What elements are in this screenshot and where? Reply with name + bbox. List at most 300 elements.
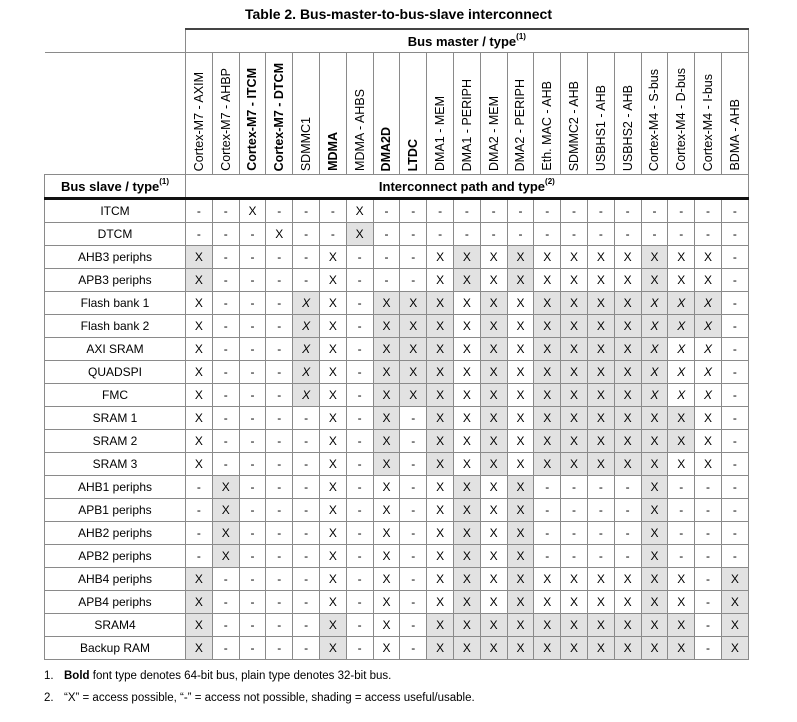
table-cell: X	[614, 430, 641, 453]
table-cell: -	[346, 384, 373, 407]
table-cell: X	[587, 637, 614, 660]
master-header-18: Cortex-M4 - D-bus	[668, 53, 695, 175]
table-cell: X	[186, 292, 213, 315]
table-cell: -	[266, 637, 293, 660]
table-cell: X	[186, 315, 213, 338]
table-cell: X	[373, 338, 400, 361]
table-cell: X	[507, 453, 534, 476]
table-cell: -	[400, 223, 427, 246]
table-cell: X	[186, 453, 213, 476]
table-cell: X	[480, 292, 507, 315]
table-cell: X	[561, 637, 588, 660]
table-cell: X	[695, 407, 722, 430]
table-cell: -	[587, 522, 614, 545]
table-cell: -	[212, 637, 239, 660]
table-cell: X	[507, 545, 534, 568]
table-cell: -	[266, 614, 293, 637]
table-cell: X	[373, 499, 400, 522]
table-cell: -	[266, 292, 293, 315]
table-cell: X	[587, 361, 614, 384]
table-cell: -	[721, 499, 748, 522]
table-cell: X	[641, 269, 668, 292]
table-cell: -	[212, 453, 239, 476]
table-cell: -	[721, 315, 748, 338]
table-cell: X	[668, 361, 695, 384]
table-cell: -	[721, 338, 748, 361]
table-cell: X	[346, 223, 373, 246]
table-cell: -	[186, 223, 213, 246]
table-cell: X	[668, 338, 695, 361]
table-cell: -	[721, 476, 748, 499]
table-cell: X	[507, 568, 534, 591]
table-cell: -	[239, 246, 266, 269]
table-cell: -	[721, 361, 748, 384]
table-cell: X	[293, 338, 320, 361]
table-cell: X	[319, 499, 346, 522]
table-cell: -	[721, 545, 748, 568]
table-cell: X	[587, 407, 614, 430]
table-cell: X	[507, 338, 534, 361]
table-cell: X	[668, 269, 695, 292]
table-cell: X	[641, 476, 668, 499]
table-cell: -	[721, 430, 748, 453]
table-cell: X	[614, 453, 641, 476]
table-cell: -	[534, 199, 561, 223]
table-cell: X	[587, 430, 614, 453]
table-cell: -	[534, 545, 561, 568]
table-cell: X	[695, 292, 722, 315]
table-cell: -	[293, 430, 320, 453]
table-cell: X	[561, 568, 588, 591]
table-cell: X	[319, 315, 346, 338]
table-cell: X	[400, 292, 427, 315]
table-cell: X	[319, 292, 346, 315]
table-row	[45, 545, 749, 568]
table-cell: X	[427, 407, 454, 430]
table-cell: -	[212, 223, 239, 246]
corner-blank-2	[45, 53, 186, 175]
row-label: APB2 periphs	[45, 545, 186, 568]
table-cell: -	[721, 223, 748, 246]
table-cell: X	[641, 292, 668, 315]
table-cell: -	[400, 199, 427, 223]
table-cell: X	[427, 384, 454, 407]
table-cell: X	[480, 545, 507, 568]
table-cell: X	[319, 384, 346, 407]
table-cell: -	[400, 499, 427, 522]
table-cell: X	[668, 614, 695, 637]
table-row	[45, 453, 749, 476]
row-label: APB4 periphs	[45, 591, 186, 614]
table-cell: -	[266, 315, 293, 338]
table-row	[45, 499, 749, 522]
table-cell: -	[641, 223, 668, 246]
table-cell: X	[668, 637, 695, 660]
master-header-9: DMA1 - MEM	[427, 53, 454, 175]
table-cell: X	[561, 407, 588, 430]
table-cell: X	[453, 476, 480, 499]
table-cell: X	[614, 568, 641, 591]
table-cell: -	[266, 453, 293, 476]
table-cell: -	[373, 223, 400, 246]
table-cell: -	[239, 476, 266, 499]
table-cell: -	[400, 476, 427, 499]
table-cell: -	[212, 430, 239, 453]
table-cell: X	[695, 246, 722, 269]
table-cell: -	[293, 614, 320, 637]
table-cell: X	[400, 384, 427, 407]
table-cell: -	[319, 223, 346, 246]
table-cell: -	[212, 199, 239, 223]
table-cell: -	[587, 476, 614, 499]
table-cell: X	[721, 614, 748, 637]
table-cell: X	[561, 453, 588, 476]
footnote-1: 1. Bold font type denotes 64-bit bus, plain type denotes 32-bit bus.	[44, 670, 392, 682]
table-cell: X	[453, 361, 480, 384]
table-cell: -	[293, 269, 320, 292]
interconnect-header: Interconnect path and type$^{(2)}$	[186, 175, 749, 199]
table-cell: X	[587, 614, 614, 637]
table-cell: X	[507, 499, 534, 522]
table-cell: -	[266, 522, 293, 545]
table-cell: X	[319, 476, 346, 499]
master-header-1: Cortex-M7 - AHBP	[212, 53, 239, 175]
table-cell: -	[293, 637, 320, 660]
table-cell: X	[668, 292, 695, 315]
table-cell: -	[721, 522, 748, 545]
table-cell: -	[373, 269, 400, 292]
table-row	[45, 637, 749, 660]
table-cell: X	[293, 292, 320, 315]
table-cell: -	[293, 476, 320, 499]
table-cell: X	[534, 246, 561, 269]
table-cell: -	[641, 199, 668, 223]
table-cell: -	[346, 591, 373, 614]
table-cell: X	[507, 614, 534, 637]
table-cell: -	[266, 199, 293, 223]
table-cell: -	[721, 246, 748, 269]
table-cell: X	[641, 568, 668, 591]
table-cell: -	[212, 591, 239, 614]
table-cell: X	[453, 568, 480, 591]
table-cell: -	[427, 199, 454, 223]
table-cell: X	[480, 637, 507, 660]
table-cell: X	[400, 338, 427, 361]
table-cell: X	[534, 568, 561, 591]
table-cell: X	[507, 384, 534, 407]
table-cell: X	[427, 246, 454, 269]
table-cell: -	[346, 361, 373, 384]
table-cell: -	[695, 545, 722, 568]
table-cell: X	[668, 453, 695, 476]
table-cell: X	[186, 591, 213, 614]
table-cell: X	[534, 384, 561, 407]
table-cell: X	[427, 591, 454, 614]
table-cell: X	[534, 637, 561, 660]
table-cell: X	[534, 292, 561, 315]
table-cell: X	[641, 407, 668, 430]
table-cell: X	[721, 637, 748, 660]
table-cell: X	[186, 568, 213, 591]
table-cell: -	[266, 591, 293, 614]
table-cell: -	[346, 315, 373, 338]
table-row	[45, 568, 749, 591]
table-cell: -	[346, 430, 373, 453]
table-cell: -	[561, 223, 588, 246]
table-cell: X	[587, 568, 614, 591]
table-cell: X	[427, 499, 454, 522]
table-cell: -	[266, 338, 293, 361]
table-cell: -	[293, 453, 320, 476]
table-cell: -	[239, 269, 266, 292]
table-cell: -	[400, 522, 427, 545]
table-cell: X	[319, 269, 346, 292]
table-cell: X	[400, 315, 427, 338]
table-cell: -	[587, 223, 614, 246]
table-title: Table 2. Bus-master-to-bus-slave interconnect	[244, 6, 553, 22]
table-cell: X	[507, 476, 534, 499]
table-cell: X	[668, 384, 695, 407]
table-cell: X	[373, 568, 400, 591]
table-cell: X	[668, 591, 695, 614]
table-cell: X	[695, 361, 722, 384]
row-label: DTCM	[45, 223, 186, 246]
table-cell: X	[319, 591, 346, 614]
table-cell: X	[614, 338, 641, 361]
table-cell: -	[346, 522, 373, 545]
table-cell: -	[212, 246, 239, 269]
table-cell: X	[641, 545, 668, 568]
table-cell: X	[453, 637, 480, 660]
table-cell: X	[453, 292, 480, 315]
table-cell: X	[480, 246, 507, 269]
table-cell: X	[561, 315, 588, 338]
table-cell: X	[641, 614, 668, 637]
table-cell: X	[319, 430, 346, 453]
table-cell: -	[507, 223, 534, 246]
table-cell: -	[346, 407, 373, 430]
table-cell: X	[186, 384, 213, 407]
table-cell: X	[534, 591, 561, 614]
table-cell: X	[373, 453, 400, 476]
table-cell: X	[614, 292, 641, 315]
table-cell: -	[695, 476, 722, 499]
table-cell: -	[293, 407, 320, 430]
master-header-5: MDMA	[319, 53, 346, 175]
master-header-17: Cortex-M4 - S-bus	[641, 53, 668, 175]
table-cell: X	[480, 315, 507, 338]
table-cell: X	[587, 292, 614, 315]
table-cell: -	[400, 407, 427, 430]
master-header-0: Cortex-M7 - AXIM	[186, 53, 213, 175]
table-cell: -	[614, 223, 641, 246]
table-cell: -	[346, 614, 373, 637]
table-cell: X	[721, 591, 748, 614]
table-cell: X	[427, 568, 454, 591]
table-cell: X	[319, 407, 346, 430]
table-cell: -	[721, 407, 748, 430]
table-cell: X	[373, 430, 400, 453]
table-cell: X	[212, 522, 239, 545]
table-cell: -	[239, 637, 266, 660]
table-cell: X	[319, 545, 346, 568]
table-cell: X	[614, 246, 641, 269]
table-cell: -	[239, 338, 266, 361]
table-cell: X	[641, 338, 668, 361]
table-cell: X	[561, 361, 588, 384]
table-cell: X	[373, 545, 400, 568]
table-cell: X	[212, 545, 239, 568]
table-cell: -	[266, 407, 293, 430]
table-cell: -	[721, 292, 748, 315]
table-cell: -	[507, 199, 534, 223]
master-header-16: USBHS2 - AHB	[614, 53, 641, 175]
master-header-13: Eth. MAC - AHB	[534, 53, 561, 175]
table-cell: X	[319, 453, 346, 476]
master-header-15: USBHS1 - AHB	[587, 53, 614, 175]
master-header-2: Cortex-M7 - ITCM	[239, 53, 266, 175]
table-cell: -	[239, 453, 266, 476]
table-cell: -	[614, 545, 641, 568]
table-cell: X	[668, 430, 695, 453]
table-cell: -	[614, 522, 641, 545]
table-cell: X	[587, 338, 614, 361]
table-cell: X	[293, 361, 320, 384]
table-cell: X	[453, 591, 480, 614]
table-cell: -	[480, 223, 507, 246]
table-cell: X	[507, 522, 534, 545]
table-cell: X	[480, 614, 507, 637]
table-cell: X	[614, 614, 641, 637]
table-cell: X	[641, 522, 668, 545]
table-cell: X	[186, 361, 213, 384]
table-cell: -	[400, 430, 427, 453]
table-row	[45, 591, 749, 614]
table-cell: X	[453, 614, 480, 637]
table-cell: X	[507, 591, 534, 614]
table-cell: X	[319, 614, 346, 637]
table-cell: -	[293, 246, 320, 269]
table-cell: -	[239, 315, 266, 338]
master-header-3: Cortex-M7 - DTCM	[266, 53, 293, 175]
table-cell: -	[266, 246, 293, 269]
table-cell: X	[373, 384, 400, 407]
table-cell: -	[346, 338, 373, 361]
table-cell: -	[400, 637, 427, 660]
table-cell: -	[212, 315, 239, 338]
table-cell: X	[427, 361, 454, 384]
table-cell: -	[293, 568, 320, 591]
table-cell: X	[641, 591, 668, 614]
table-cell: -	[695, 199, 722, 223]
table-cell: -	[266, 476, 293, 499]
table-cell: -	[266, 499, 293, 522]
row-label: APB3 periphs	[45, 269, 186, 292]
table-cell: X	[587, 591, 614, 614]
bus-master-header: Bus master / type$^{(1)}$	[186, 29, 749, 53]
table-cell: -	[400, 246, 427, 269]
table-cell: X	[453, 384, 480, 407]
table-cell: X	[427, 453, 454, 476]
table-cell: X	[480, 430, 507, 453]
table-cell: X	[641, 499, 668, 522]
table-cell: -	[668, 545, 695, 568]
table-cell: X	[186, 269, 213, 292]
table-cell: X	[319, 338, 346, 361]
table-cell: X	[427, 614, 454, 637]
table-cell: -	[400, 568, 427, 591]
table-row	[45, 430, 749, 453]
table-cell: -	[695, 499, 722, 522]
table-cell: -	[695, 637, 722, 660]
table-cell: X	[614, 361, 641, 384]
table-cell: -	[346, 269, 373, 292]
table-cell: X	[614, 407, 641, 430]
table-cell: X	[641, 246, 668, 269]
table-cell: -	[534, 223, 561, 246]
table-cell: -	[668, 499, 695, 522]
table-cell: -	[239, 384, 266, 407]
table-cell: X	[293, 315, 320, 338]
table-cell: X	[668, 407, 695, 430]
master-header-20: BDMA - AHB	[721, 53, 748, 175]
table-cell: X	[587, 269, 614, 292]
table-cell: -	[186, 199, 213, 223]
table-cell: -	[614, 499, 641, 522]
table-cell: -	[239, 361, 266, 384]
master-header-7: DMA2D	[373, 53, 400, 175]
table-cell: -	[293, 591, 320, 614]
row-label: SRAM 3	[45, 453, 186, 476]
table-cell: -	[721, 453, 748, 476]
table-cell: -	[239, 430, 266, 453]
table-cell: -	[212, 361, 239, 384]
table-cell: X	[614, 269, 641, 292]
table-cell: -	[293, 545, 320, 568]
table-row	[45, 614, 749, 637]
row-label: SRAM 1	[45, 407, 186, 430]
table-cell: X	[587, 453, 614, 476]
master-header-19: Cortex-M4 - I-bus	[695, 53, 722, 175]
table-cell: -	[614, 476, 641, 499]
table-cell: -	[239, 407, 266, 430]
table-cell: -	[587, 545, 614, 568]
table-cell: X	[453, 545, 480, 568]
table-cell: X	[453, 407, 480, 430]
table-cell: X	[534, 407, 561, 430]
row-label: QUADSPI	[45, 361, 186, 384]
table-cell: -	[668, 199, 695, 223]
row-label: APB1 periphs	[45, 499, 186, 522]
table-cell: -	[668, 223, 695, 246]
table-cell: -	[668, 476, 695, 499]
master-header-14: SDMMC2 - AHB	[561, 53, 588, 175]
table-cell: X	[319, 568, 346, 591]
table-cell: -	[239, 545, 266, 568]
table-cell: -	[212, 338, 239, 361]
table-cell: -	[721, 384, 748, 407]
table-cell: -	[427, 223, 454, 246]
table-cell: X	[480, 453, 507, 476]
row-label: Flash bank 2	[45, 315, 186, 338]
table-cell: X	[186, 338, 213, 361]
table-cell: -	[212, 384, 239, 407]
table-cell: -	[346, 246, 373, 269]
table-cell: -	[239, 223, 266, 246]
table-cell: X	[534, 453, 561, 476]
table-cell: X	[614, 591, 641, 614]
table-cell: -	[561, 199, 588, 223]
